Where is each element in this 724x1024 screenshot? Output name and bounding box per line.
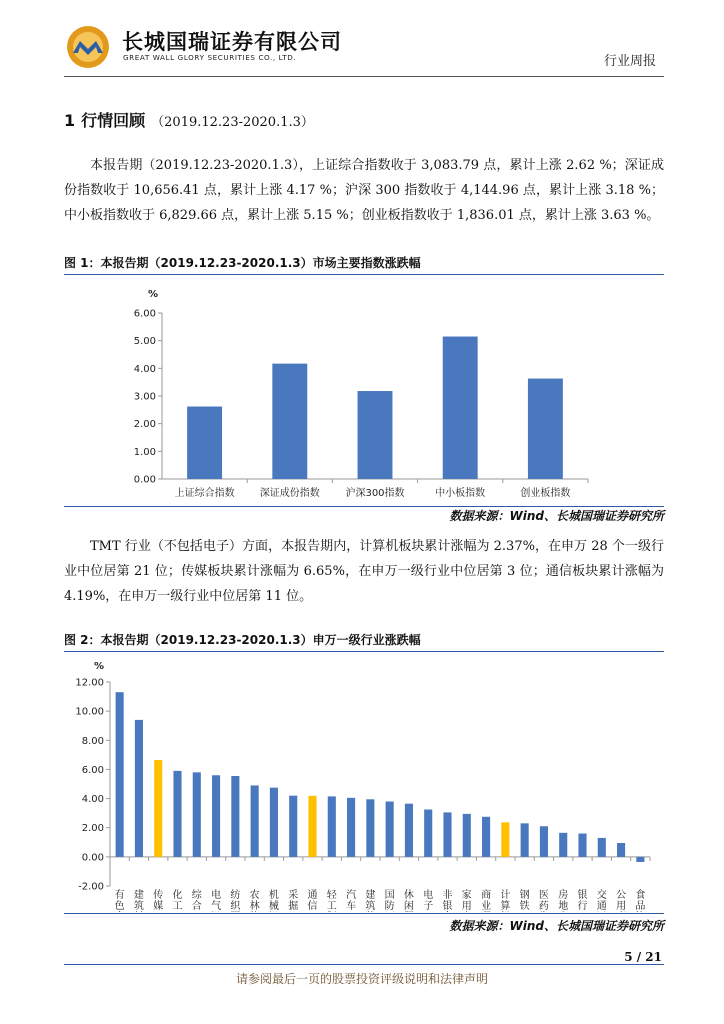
bar-8 [251, 785, 259, 856]
page-header [64, 22, 664, 82]
x-category-label: 商业 [481, 890, 492, 912]
x-category-label: 深证成份指数 [259, 488, 320, 499]
tmt-text: TMT 行业（不包括电子）方面，本报告期内，计算机板块累计涨幅为 2.37%，在申万 28 个一级行业中位居第 21 位；传媒板块累计涨幅为 6.65%，在申万一级行业中位居第 3 位；通信板块累计涨幅为 4.19%，在申万一级行业中位居第 11 位。 [64, 539, 664, 604]
x-category-label: 医药 [538, 890, 549, 912]
tmt-paragraph [64, 534, 664, 609]
x-category-label: 电气 [211, 890, 222, 912]
bar-23 [540, 826, 548, 857]
x-category-label: 国防 [384, 890, 395, 912]
market-review-paragraph [64, 153, 664, 228]
bar-18 [443, 812, 451, 856]
x-category-label: 机械 [268, 890, 279, 912]
x-category-label: 轻工 [326, 890, 337, 912]
y-tick-label: 12.00 [75, 677, 104, 689]
bar-4 [443, 337, 478, 479]
x-category-label: 家用 [461, 890, 472, 912]
x-category-label: 中小板指数 [435, 488, 486, 499]
index-change-chart [64, 276, 664, 506]
bar-3 [154, 760, 162, 857]
chart-svg [64, 654, 664, 912]
company-logo-icon [64, 22, 116, 72]
industry-change-chart [64, 654, 664, 912]
header-divider [64, 76, 664, 77]
x-category-label: 房地 [558, 890, 569, 912]
x-category-label: 通信 [307, 890, 318, 912]
x-category-label: 交通 [596, 890, 607, 912]
bar-24 [559, 833, 567, 857]
y-tick-label: 3.00 [133, 391, 156, 403]
bar-22 [521, 823, 529, 857]
y-tick-label: 6.00 [81, 764, 104, 776]
y-tick-label: 4.00 [81, 794, 104, 806]
y-tick-label: 0.00 [81, 852, 104, 864]
x-category-label: 计算 [500, 890, 511, 912]
figure-2-bottom-rule [64, 913, 664, 914]
bar-5 [193, 772, 201, 857]
section-title [64, 108, 314, 131]
y-tick-label: 0.00 [133, 474, 156, 486]
bar-13 [347, 798, 355, 857]
company-name-cn: 长城国瑞证券有限公司 [122, 30, 342, 54]
bar-17 [424, 810, 432, 857]
bar-6 [212, 775, 220, 857]
x-category-label: 银行 [577, 890, 588, 912]
y-tick-label: -2.00 [78, 881, 104, 893]
x-category-label: 沪深300指数 [345, 488, 405, 499]
disclaimer-note: 请参阅最后一页的股票投资评级说明和法律声明 [235, 972, 488, 986]
bar-5 [528, 379, 563, 479]
y-tick-label: 10.00 [75, 706, 104, 718]
bar-1 [187, 407, 222, 479]
y-tick-label: 4.00 [133, 363, 156, 375]
y-tick-label: 2.00 [133, 419, 156, 431]
x-category-label: 非银 [442, 890, 453, 912]
bar-27 [617, 843, 625, 857]
bar-12 [328, 796, 336, 856]
x-category-label: 纺织 [230, 890, 241, 912]
bar-2 [135, 720, 143, 857]
company-name-en: GREAT WALL GLORY SECURITIES CO., LTD. [123, 53, 297, 62]
bar-4 [173, 771, 181, 857]
bar-28 [636, 857, 644, 862]
figure-1-caption: 图 1：本报告期（2019.12.23-2020.1.3）市场主要指数涨跌幅 [64, 254, 664, 275]
y-tick-label: 2.00 [81, 823, 104, 835]
x-category-label: 建筑 [133, 890, 144, 912]
section-number: 1 [64, 111, 76, 130]
bar-21 [501, 822, 509, 857]
x-category-label: 汽车 [346, 890, 357, 912]
bar-3 [358, 391, 393, 479]
x-category-label: 采掘 [288, 890, 299, 912]
report-type-label: 行业周报 [603, 54, 656, 69]
bar-10 [289, 796, 297, 857]
x-category-label: 创业板指数 [520, 488, 571, 499]
section-heading: 行情回顾 [81, 111, 146, 130]
x-category-label: 农林 [249, 890, 260, 912]
section-date-range: （2019.12.23-2020.1.3） [151, 115, 314, 130]
chart-svg [64, 276, 664, 506]
market-review-text: 本报告期（2019.12.23-2020.1.3），上证综合指数收于 3,083.79 点，累计上涨 2.62 %；深证成份指数收于 10,656.41 点，累计上涨 4.17 %；沪深 300 指数收于 4,144.96 点，累计上涨 3.18 %；中小板指数收于 6,829.66 点，累计上涨 5.15 %；创业板指数收于 1,836.01 点，累计上涨 3.63 %。 [64, 158, 664, 223]
bar-7 [231, 776, 239, 857]
bar-14 [366, 799, 374, 857]
x-category-label: 有色 [114, 890, 125, 912]
y-tick-label: 1.00 [133, 446, 156, 458]
figure-2-source: 数据来源：Wind、长城国瑞证券研究所 [449, 919, 664, 933]
y-tick-label: 8.00 [81, 735, 104, 747]
x-category-label: 化工 [172, 890, 183, 912]
bar-20 [482, 817, 490, 857]
y-tick-label: 6.00 [133, 308, 156, 320]
x-category-label: 上证综合指数 [174, 488, 235, 499]
x-category-label: 钢铁 [519, 890, 530, 912]
y-axis-unit-label: % [148, 289, 159, 300]
bar-1 [116, 692, 124, 857]
bar-26 [598, 838, 606, 857]
x-category-label: 综合 [191, 890, 202, 912]
page-number: 5 / 21 [624, 950, 662, 964]
y-tick-label: 5.00 [133, 336, 156, 348]
figure-2-caption: 图 2：本报告期（2019.12.23-2020.1.3）申万一级行业涨跌幅 [64, 631, 664, 652]
bar-25 [578, 834, 586, 857]
x-category-label: 电子 [423, 890, 434, 912]
bar-11 [308, 796, 316, 857]
bar-16 [405, 804, 413, 857]
x-category-label: 建筑 [365, 890, 376, 912]
x-category-label: 公用 [616, 890, 627, 912]
x-category-label: 传媒 [153, 890, 164, 912]
bar-2 [272, 364, 307, 479]
bar-19 [463, 814, 471, 857]
x-category-label: 休闲 [403, 890, 414, 912]
figure-1-source: 数据来源：Wind、长城国瑞证券研究所 [449, 509, 664, 523]
x-category-label: 食品 [635, 890, 646, 912]
bar-9 [270, 788, 278, 857]
footer-divider [64, 964, 664, 965]
bar-15 [386, 801, 394, 856]
y-axis-unit-label: % [94, 661, 105, 672]
